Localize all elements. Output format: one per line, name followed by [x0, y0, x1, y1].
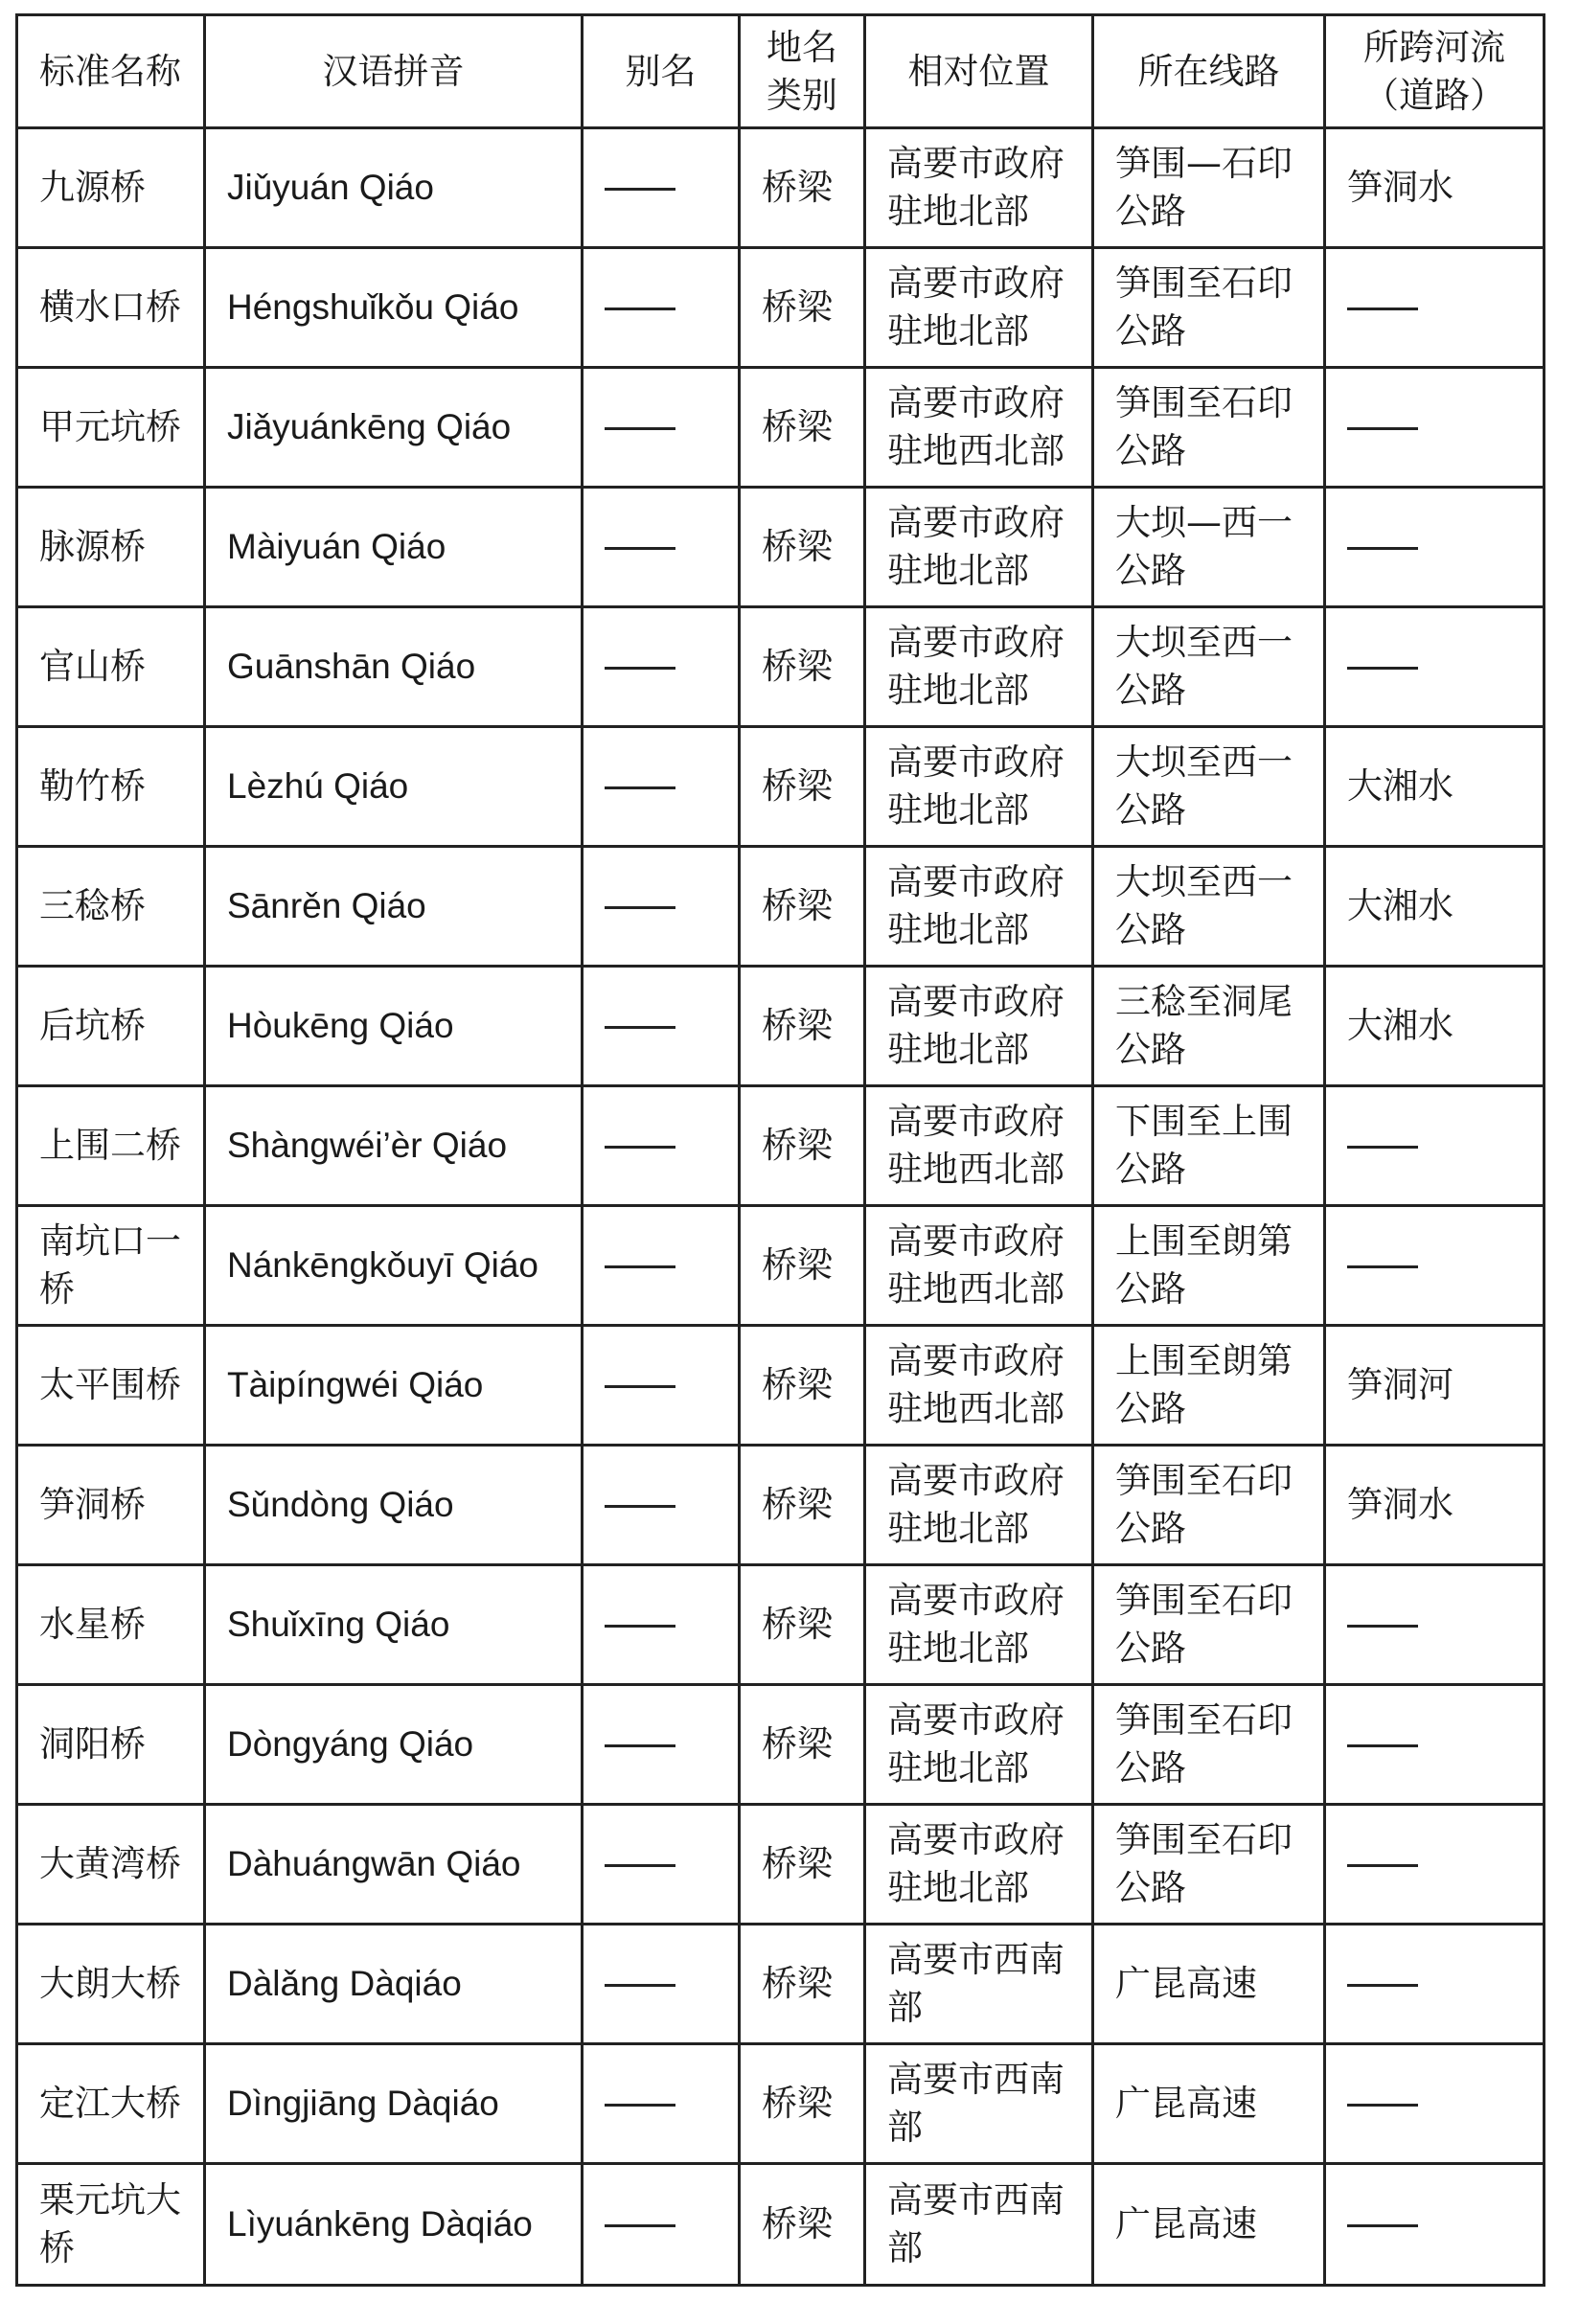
- cell-route: 广昆高速: [1093, 1925, 1325, 2044]
- cell-standard-name: 甲元坑桥: [17, 368, 205, 488]
- cell-alias: [583, 1925, 740, 2044]
- cell-pinyin: Màiyuán Qiáo: [205, 488, 583, 607]
- cell-route: 大坝至西一公路: [1093, 607, 1325, 727]
- table-row: [17, 368, 1545, 488]
- empty-value-dash: [605, 2104, 675, 2107]
- cell-route: 笋围至石印公路: [1093, 1685, 1325, 1805]
- cell-pinyin: Lìyuánkēng Dàqiáo: [205, 2164, 583, 2286]
- cell-pinyin: Shàngwéi’èr Qiáo: [205, 1086, 583, 1206]
- cell-river: [1325, 248, 1545, 368]
- place-name-table: [15, 13, 1545, 2287]
- cell-alias: [583, 967, 740, 1086]
- cell-category: 桥梁: [740, 248, 865, 368]
- header-pinyin: 汉语拼音: [205, 15, 583, 128]
- cell-river: 笋洞水: [1325, 1446, 1545, 1565]
- cell-route: 笋围至石印公路: [1093, 1805, 1325, 1925]
- cell-standard-name: 脉源桥: [17, 488, 205, 607]
- table-row: [17, 248, 1545, 368]
- header-standard-name: 标准名称: [17, 15, 205, 128]
- cell-river: 大湘水: [1325, 727, 1545, 847]
- empty-value-dash: [605, 427, 675, 430]
- empty-value-dash: [1347, 427, 1418, 430]
- cell-river: [1325, 488, 1545, 607]
- cell-standard-name: 横水口桥: [17, 248, 205, 368]
- cell-alias: [583, 1446, 740, 1565]
- table-row: [17, 1925, 1545, 2044]
- cell-relative-position: 高要市西南部: [865, 2164, 1093, 2286]
- table-row: [17, 1685, 1545, 1805]
- table-row: [17, 1565, 1545, 1685]
- cell-category: 桥梁: [740, 847, 865, 967]
- cell-alias: [583, 1206, 740, 1326]
- cell-route: 大坝—西一公路: [1093, 488, 1325, 607]
- empty-value-dash: [1347, 1744, 1418, 1747]
- cell-route: 三稔至洞尾公路: [1093, 967, 1325, 1086]
- table-body: [17, 128, 1545, 2286]
- cell-route: 广昆高速: [1093, 2164, 1325, 2286]
- cell-relative-position: 高要市政府驻地北部: [865, 488, 1093, 607]
- table-row: [17, 1206, 1545, 1326]
- cell-category: 桥梁: [740, 1805, 865, 1925]
- cell-category: 桥梁: [740, 128, 865, 248]
- cell-category: 桥梁: [740, 1685, 865, 1805]
- cell-alias: [583, 128, 740, 248]
- cell-river: 大湘水: [1325, 847, 1545, 967]
- cell-pinyin: Sānrěn Qiáo: [205, 847, 583, 967]
- cell-alias: [583, 1685, 740, 1805]
- cell-river: [1325, 1925, 1545, 2044]
- cell-route: 大坝至西一公路: [1093, 847, 1325, 967]
- header-category-line2: 类别: [767, 74, 837, 116]
- cell-category: 桥梁: [740, 2044, 865, 2164]
- cell-alias: [583, 847, 740, 967]
- table-row: [17, 1805, 1545, 1925]
- cell-pinyin: Dàhuángwān Qiáo: [205, 1805, 583, 1925]
- cell-relative-position: 高要市政府驻地北部: [865, 248, 1093, 368]
- cell-pinyin: Héngshuǐkǒu Qiáo: [205, 248, 583, 368]
- empty-value-dash: [605, 1146, 675, 1149]
- cell-pinyin: Shuǐxīng Qiáo: [205, 1565, 583, 1685]
- cell-river: 大湘水: [1325, 967, 1545, 1086]
- cell-route: 上围至朗第公路: [1093, 1206, 1325, 1326]
- cell-alias: [583, 368, 740, 488]
- cell-standard-name: 栗元坑大桥: [17, 2164, 205, 2286]
- cell-category: 桥梁: [740, 1326, 865, 1446]
- cell-standard-name: 定江大桥: [17, 2044, 205, 2164]
- empty-value-dash: [605, 1984, 675, 1987]
- cell-standard-name: 大朗大桥: [17, 1925, 205, 2044]
- table-row: [17, 967, 1545, 1086]
- cell-relative-position: 高要市政府驻地北部: [865, 1685, 1093, 1805]
- cell-category: 桥梁: [740, 488, 865, 607]
- cell-category: 桥梁: [740, 1565, 865, 1685]
- empty-value-dash: [605, 1505, 675, 1508]
- header-row: [17, 15, 1545, 128]
- table-row: [17, 2044, 1545, 2164]
- empty-value-dash: [605, 1026, 675, 1029]
- cell-pinyin: Dòngyáng Qiáo: [205, 1685, 583, 1805]
- cell-relative-position: 高要市政府驻地北部: [865, 967, 1093, 1086]
- cell-alias: [583, 1805, 740, 1925]
- cell-pinyin: Jiǔyuán Qiáo: [205, 128, 583, 248]
- header-category: [740, 15, 865, 128]
- cell-pinyin: Sǔndòng Qiáo: [205, 1446, 583, 1565]
- table-row: [17, 607, 1545, 727]
- cell-alias: [583, 1565, 740, 1685]
- cell-category: 桥梁: [740, 967, 865, 1086]
- cell-standard-name: 大黄湾桥: [17, 1805, 205, 1925]
- cell-river: [1325, 1805, 1545, 1925]
- table-row: [17, 2164, 1545, 2286]
- table-row: [17, 847, 1545, 967]
- cell-alias: [583, 2044, 740, 2164]
- empty-value-dash: [605, 786, 675, 789]
- table-row: [17, 488, 1545, 607]
- cell-relative-position: 高要市政府驻地北部: [865, 1805, 1093, 1925]
- cell-river: [1325, 2044, 1545, 2164]
- cell-alias: [583, 607, 740, 727]
- empty-value-dash: [605, 2224, 675, 2227]
- header-route: 所在线路: [1093, 15, 1325, 128]
- empty-value-dash: [605, 547, 675, 550]
- empty-value-dash: [1347, 1984, 1418, 1987]
- cell-route: 笋围至石印公路: [1093, 1565, 1325, 1685]
- cell-relative-position: 高要市政府驻地北部: [865, 847, 1093, 967]
- cell-alias: [583, 488, 740, 607]
- empty-value-dash: [1347, 1864, 1418, 1867]
- cell-relative-position: 高要市西南部: [865, 2044, 1093, 2164]
- cell-river: [1325, 1086, 1545, 1206]
- cell-route: 大坝至西一公路: [1093, 727, 1325, 847]
- cell-route: 笋围至石印公路: [1093, 368, 1325, 488]
- cell-category: 桥梁: [740, 1086, 865, 1206]
- cell-category: 桥梁: [740, 607, 865, 727]
- empty-value-dash: [605, 188, 675, 191]
- empty-value-dash: [605, 1744, 675, 1747]
- cell-river: [1325, 1685, 1545, 1805]
- empty-value-dash: [605, 308, 675, 310]
- cell-relative-position: 高要市政府驻地北部: [865, 128, 1093, 248]
- cell-standard-name: 勒竹桥: [17, 727, 205, 847]
- cell-river: [1325, 368, 1545, 488]
- cell-route: 笋围至石印公路: [1093, 1446, 1325, 1565]
- cell-standard-name: 后坑桥: [17, 967, 205, 1086]
- empty-value-dash: [1347, 308, 1418, 310]
- cell-relative-position: 高要市政府驻地西北部: [865, 1086, 1093, 1206]
- cell-river: 笋洞水: [1325, 128, 1545, 248]
- header-alias: 别名: [583, 15, 740, 128]
- cell-pinyin: Tàipíngwéi Qiáo: [205, 1326, 583, 1446]
- empty-value-dash: [1347, 1146, 1418, 1149]
- cell-relative-position: 高要市政府驻地北部: [865, 727, 1093, 847]
- cell-standard-name: 水星桥: [17, 1565, 205, 1685]
- empty-value-dash: [605, 1625, 675, 1628]
- cell-alias: [583, 2164, 740, 2286]
- table-row: [17, 1446, 1545, 1565]
- cell-river: 笋洞河: [1325, 1326, 1545, 1446]
- empty-value-dash: [605, 1385, 675, 1388]
- header-river: [1325, 15, 1545, 128]
- cell-pinyin: Dìngjiāng Dàqiáo: [205, 2044, 583, 2164]
- header-relative-position: 相对位置: [865, 15, 1093, 128]
- empty-value-dash: [1347, 2224, 1418, 2227]
- cell-pinyin: Jiǎyuánkēng Qiáo: [205, 368, 583, 488]
- cell-relative-position: 高要市政府驻地北部: [865, 607, 1093, 727]
- cell-standard-name: 笋洞桥: [17, 1446, 205, 1565]
- empty-value-dash: [605, 667, 675, 670]
- cell-standard-name: 上围二桥: [17, 1086, 205, 1206]
- cell-route: 笋围至石印公路: [1093, 248, 1325, 368]
- cell-category: 桥梁: [740, 727, 865, 847]
- cell-alias: [583, 727, 740, 847]
- empty-value-dash: [605, 1265, 675, 1268]
- table-header: [17, 15, 1545, 128]
- cell-relative-position: 高要市政府驻地北部: [865, 1446, 1093, 1565]
- header-river-line2: （道路）: [1363, 74, 1505, 116]
- cell-river: [1325, 607, 1545, 727]
- cell-standard-name: 南坑口一桥: [17, 1206, 205, 1326]
- cell-route: 上围至朗第公路: [1093, 1326, 1325, 1446]
- cell-route: 广昆高速: [1093, 2044, 1325, 2164]
- cell-relative-position: 高要市政府驻地西北部: [865, 368, 1093, 488]
- cell-relative-position: 高要市政府驻地西北部: [865, 1326, 1093, 1446]
- cell-alias: [583, 1326, 740, 1446]
- cell-pinyin: Dàlǎng Dàqiáo: [205, 1925, 583, 2044]
- header-river-line1: 所跨河流: [1363, 26, 1505, 68]
- cell-standard-name: 洞阳桥: [17, 1685, 205, 1805]
- cell-relative-position: 高要市政府驻地西北部: [865, 1206, 1093, 1326]
- empty-value-dash: [1347, 1265, 1418, 1268]
- cell-standard-name: 官山桥: [17, 607, 205, 727]
- cell-alias: [583, 248, 740, 368]
- cell-pinyin: Guānshān Qiáo: [205, 607, 583, 727]
- empty-value-dash: [1347, 667, 1418, 670]
- empty-value-dash: [1347, 1625, 1418, 1628]
- empty-value-dash: [1347, 2104, 1418, 2107]
- cell-category: 桥梁: [740, 368, 865, 488]
- cell-pinyin: Hòukēng Qiáo: [205, 967, 583, 1086]
- cell-river: [1325, 1206, 1545, 1326]
- header-category-line1: 地名: [767, 26, 837, 68]
- cell-alias: [583, 1086, 740, 1206]
- cell-river: [1325, 1565, 1545, 1685]
- cell-category: 桥梁: [740, 1446, 865, 1565]
- empty-value-dash: [605, 906, 675, 909]
- cell-pinyin: Lèzhú Qiáo: [205, 727, 583, 847]
- table-row: [17, 1086, 1545, 1206]
- cell-standard-name: 九源桥: [17, 128, 205, 248]
- empty-value-dash: [1347, 547, 1418, 550]
- cell-route: 笋围—石印公路: [1093, 128, 1325, 248]
- cell-standard-name: 太平围桥: [17, 1326, 205, 1446]
- cell-relative-position: 高要市西南部: [865, 1925, 1093, 2044]
- cell-category: 桥梁: [740, 1925, 865, 2044]
- cell-river: [1325, 2164, 1545, 2286]
- cell-route: 下围至上围公路: [1093, 1086, 1325, 1206]
- table-row: [17, 128, 1545, 248]
- empty-value-dash: [605, 1864, 675, 1867]
- table-row: [17, 727, 1545, 847]
- cell-standard-name: 三稔桥: [17, 847, 205, 967]
- cell-pinyin: Nánkēngkǒuyī Qiáo: [205, 1206, 583, 1326]
- cell-category: 桥梁: [740, 1206, 865, 1326]
- table-row: [17, 1326, 1545, 1446]
- cell-category: 桥梁: [740, 2164, 865, 2286]
- cell-relative-position: 高要市政府驻地北部: [865, 1565, 1093, 1685]
